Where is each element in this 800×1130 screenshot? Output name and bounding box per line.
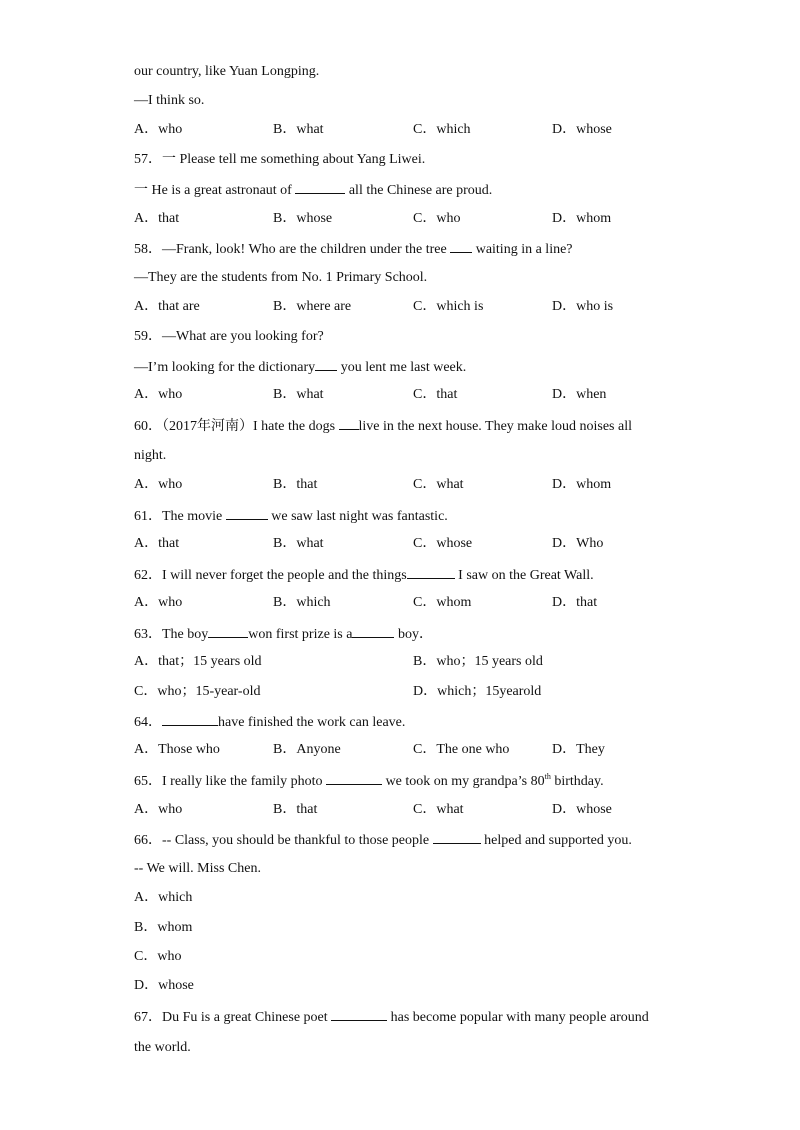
option-d: D．Who	[552, 536, 604, 551]
q56-answer-line: —I think so.	[134, 93, 205, 108]
option-a: A．that	[134, 536, 180, 551]
option-d: D．whom	[552, 477, 612, 492]
answer-blank	[315, 357, 337, 371]
answer-blank	[326, 771, 382, 785]
answer-blank	[331, 1007, 387, 1021]
q57-answer-line: 一 He is a great astronaut of all the Chinese are proud.	[134, 180, 492, 200]
q58-answer-line: —They are the students from No. 1 Primary School.	[134, 270, 428, 285]
q58-question-line: 58．—Frank, look! Who are the children under the tree waiting in a line?	[134, 239, 573, 259]
q64-question-line: 64． have finished the work can leave.	[134, 712, 405, 732]
q60-question-line-cont: night.	[134, 448, 167, 463]
option-a: A．who	[134, 477, 183, 492]
answer-blank	[450, 239, 472, 253]
option-b: B．what	[273, 122, 324, 137]
option-a: A．who	[134, 595, 183, 610]
q66-question-line: 66．-- Class, you should be thankful to those people helped and supported you.	[134, 830, 632, 850]
answer-blank	[407, 565, 455, 579]
q60-question-line: 60．（2017年河南）I hate the dogs live in the next house. They make loud noises all	[134, 416, 632, 436]
answer-blank	[226, 506, 268, 520]
option-a: A．who	[134, 802, 183, 817]
option-d: D．that	[552, 595, 598, 610]
option-a: A．who	[134, 122, 183, 137]
answer-blank	[352, 624, 394, 638]
q65-question-line: 65．I really like the family photo we took on my grandpa’s 80th birthday.	[134, 772, 604, 789]
option-c: C．who	[413, 211, 461, 226]
option-d: D．whose	[134, 978, 194, 993]
option-c: C．whose	[413, 536, 473, 551]
option-a: A．Those who	[134, 742, 220, 757]
option-b: B．where are	[273, 299, 352, 314]
option-d: D．whom	[552, 211, 612, 226]
option-d: D．whose	[552, 802, 612, 817]
answer-blank	[295, 180, 345, 194]
q57-question-line: 57．一 Please tell me something about Yang Liwei.	[134, 152, 426, 167]
option-b: B．that	[273, 802, 318, 817]
option-b: B．Anyone	[273, 742, 341, 757]
q67-question-line: 67．Du Fu is a great Chinese poet has become popular with many people around	[134, 1007, 649, 1027]
option-c: C．which is	[413, 299, 484, 314]
option-b: B．that	[273, 477, 318, 492]
answer-blank	[433, 830, 481, 844]
option-b: B．whose	[273, 211, 333, 226]
q56-text-line: our country, like Yuan Longping.	[134, 64, 320, 79]
option-b: B．which	[273, 595, 331, 610]
q66-answer-line: -- We will. Miss Chen.	[134, 861, 261, 876]
option-d: D．when	[552, 387, 607, 402]
option-b: B．who；15 years old	[413, 654, 543, 669]
option-b: B．what	[273, 536, 324, 551]
option-c: C．what	[413, 802, 464, 817]
option-c: C．that	[413, 387, 458, 402]
option-d: D．who is	[552, 299, 614, 314]
option-b: B．what	[273, 387, 324, 402]
q67-question-line-cont: the world.	[134, 1040, 191, 1055]
answer-blank	[339, 416, 359, 430]
option-a: A．that are	[134, 299, 200, 314]
q59-question-line: 59．—What are you looking for?	[134, 329, 324, 344]
option-b: B．whom	[134, 920, 193, 935]
q63-question-line: 63．The boy won first prize is a boy．	[134, 624, 433, 644]
q61-question-line: 61．The movie we saw last night was fantastic.	[134, 506, 448, 526]
option-a: A．who	[134, 387, 183, 402]
option-c: C．who	[134, 949, 182, 964]
answer-blank	[208, 624, 248, 638]
option-c: C．which	[413, 122, 471, 137]
option-d: D．They	[552, 742, 605, 757]
option-d: D．which；15yearold	[413, 684, 542, 699]
option-d: D．whose	[552, 122, 612, 137]
option-a: A．which	[134, 890, 193, 905]
option-c: C．whom	[413, 595, 472, 610]
option-a: A．that；15 years old	[134, 654, 262, 669]
q62-question-line: 62．I will never forget the people and the things I saw on the Great Wall.	[134, 565, 594, 585]
answer-blank	[162, 712, 218, 726]
q59-answer-line: —I’m looking for the dictionary you lent me last week.	[134, 357, 466, 377]
option-a: A．that	[134, 211, 180, 226]
option-c: C．what	[413, 477, 464, 492]
option-c: C．who；15-year-old	[134, 684, 261, 699]
option-c: C．The one who	[413, 742, 510, 757]
